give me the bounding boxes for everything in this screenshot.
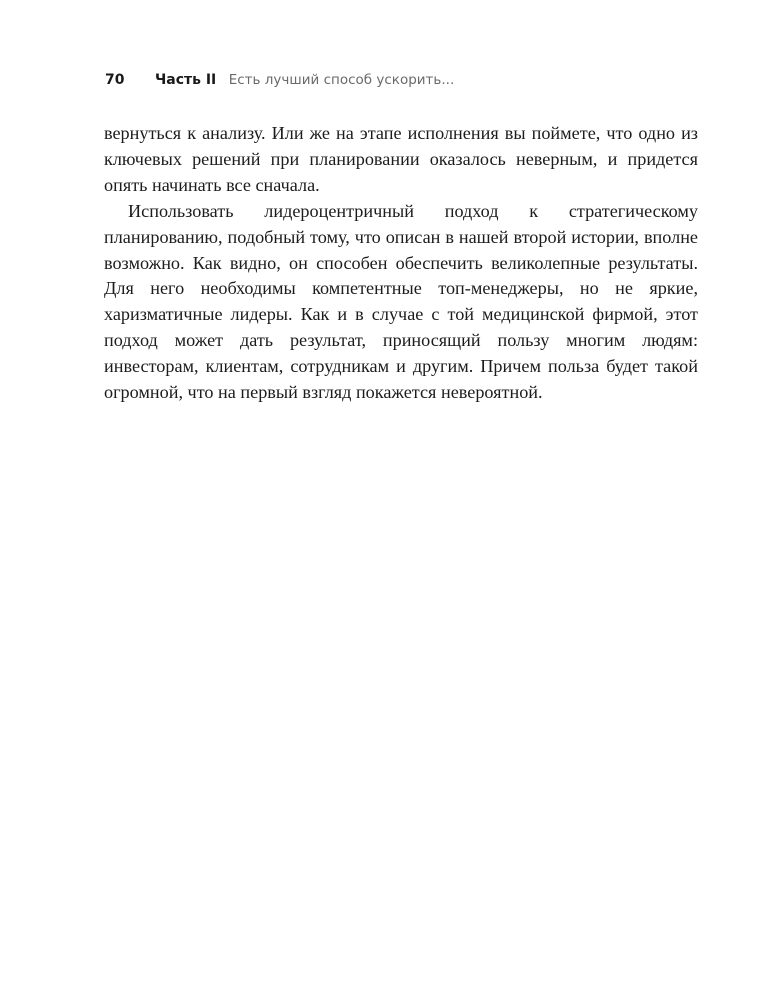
chapter-title: Есть лучший способ ускорить... bbox=[228, 72, 455, 88]
page-number: 70 bbox=[105, 72, 125, 88]
body-text bbox=[104, 121, 698, 406]
paragraph: Использовать лидероцентричный подход к стратегическому планированию, подобный тому, что описан в нашей второй истории, вполне возможно. Как видно, он способен обеспечить великолепные результаты. Для него необходимы компетентные топ-менеджеры, но не яркие, харизматичные лидеры. Как и в случае с той медицинской фирмой, этот подход может дать результат, приносящий пользу многим людям: инвесторам, клиентам, сотрудникам и другим. Причем польза будет такой огромной, что на первый взгляд покажется невероятной. bbox=[104, 200, 698, 403]
part-label: Часть II bbox=[154, 72, 217, 88]
paragraph-continued: вернуться к анализу. Или же на этапе исполнения вы поймете, что одно из ключевых решений при планировании оказалось неверным, и придется опять начинать все сначала. bbox=[104, 123, 698, 195]
running-header bbox=[105, 70, 454, 90]
